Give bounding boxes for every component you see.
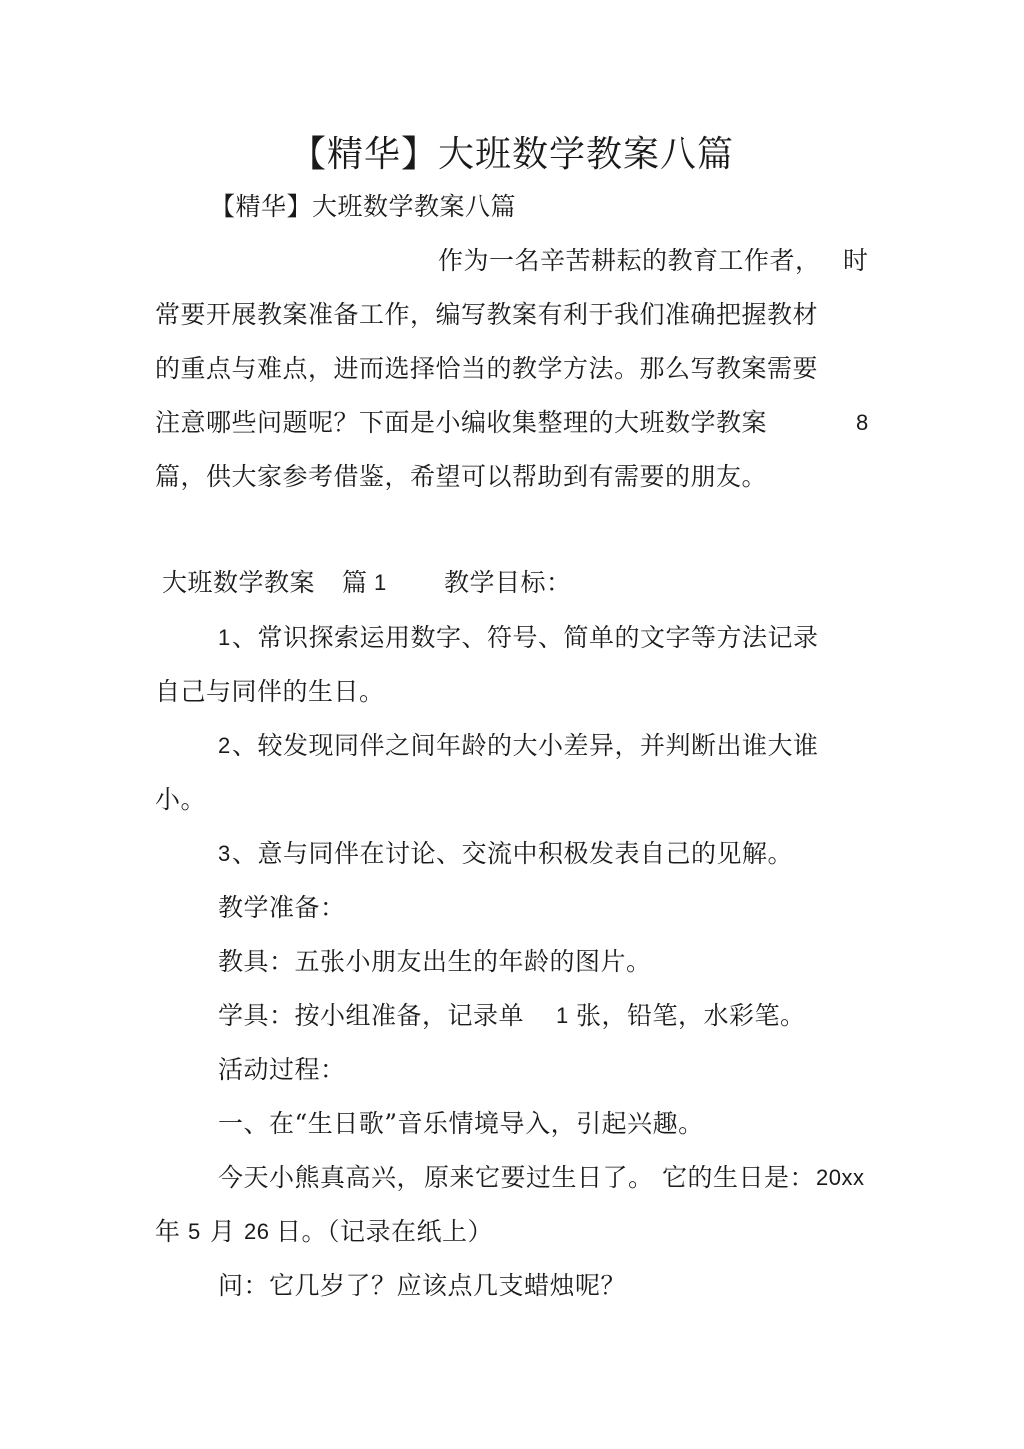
goal-3-number: 3 bbox=[218, 841, 231, 866]
goal-1-text-cont: 自己与同伴的生日。 bbox=[155, 677, 385, 706]
prep-heading: 教学准备： bbox=[218, 893, 346, 922]
date-day: 26 bbox=[244, 1219, 270, 1244]
intro-line-3: 的重点与难点，进而选择恰当的教学方法。那么写教案需要 bbox=[155, 354, 819, 383]
question-text: 问：它几岁了？应该点几支蜡烛呢？ bbox=[218, 1271, 627, 1300]
prep-student-b: 张，铅笔，水彩笔。 bbox=[576, 1001, 806, 1030]
section-heading-c: 教学目标： bbox=[444, 568, 572, 597]
goal-2-text-cont: 小。 bbox=[155, 785, 207, 814]
date-b: 月 bbox=[210, 1217, 236, 1246]
date-c: 日。（记录在纸上） bbox=[276, 1217, 494, 1246]
goal-2-text: 、较发现同伴之间年龄的大小差异，并判断出谁大谁 bbox=[232, 731, 819, 760]
goal-2-number: 2 bbox=[218, 733, 231, 758]
bear-text-b: 原来它要过生日了。 bbox=[424, 1163, 654, 1192]
bear-text-a: 今天小熊真高兴， bbox=[218, 1163, 423, 1192]
intro-line-2: 常要开展教案准备工作，编写教案有利于我们准确把握教材 bbox=[155, 300, 819, 329]
bear-year: 20xx bbox=[816, 1165, 865, 1190]
section-heading-b: 篇 bbox=[342, 568, 368, 597]
document-title: 【精华】大班数学教案八篇 bbox=[289, 134, 734, 175]
section-heading-num: 1 bbox=[374, 570, 387, 595]
intro-line-5: 篇，供大家参考借鉴，希望可以帮助到有需要的朋友。 bbox=[155, 462, 768, 491]
bear-text-c: 它的生日是： bbox=[662, 1163, 816, 1192]
prep-student-num: 1 bbox=[556, 1003, 569, 1028]
goal-3-text: 、意与同伴在讨论、交流中积极发表自己的见解。 bbox=[232, 839, 794, 868]
date-a: 年 bbox=[155, 1217, 181, 1246]
section-heading-a: 大班数学教案 bbox=[162, 568, 316, 597]
document-subtitle: 【精华】大班数学教案八篇 bbox=[210, 192, 517, 221]
date-month: 5 bbox=[188, 1219, 201, 1244]
process-step-1: 一、在“生日歌”音乐情境导入，引起兴趣。 bbox=[218, 1109, 704, 1138]
goal-1-text: 、常识探索运用数字、符号、简单的文字等方法记录 bbox=[232, 623, 819, 652]
intro-line-4b: 8 bbox=[856, 410, 869, 435]
intro-line-1b: 时 bbox=[843, 246, 869, 275]
process-heading: 活动过程： bbox=[218, 1055, 346, 1084]
goal-1-number: 1 bbox=[218, 625, 231, 650]
prep-teacher: 教具：五张小朋友出生的年龄的图片。 bbox=[218, 947, 652, 976]
intro-line-4a: 注意哪些问题呢？下面是小编收集整理的大班数学教案 bbox=[155, 408, 768, 437]
prep-student-a: 学具：按小组准备，记录单 bbox=[218, 1001, 525, 1030]
intro-line-1a: 作为一名辛苦耕耘的教育工作者， bbox=[438, 246, 821, 275]
